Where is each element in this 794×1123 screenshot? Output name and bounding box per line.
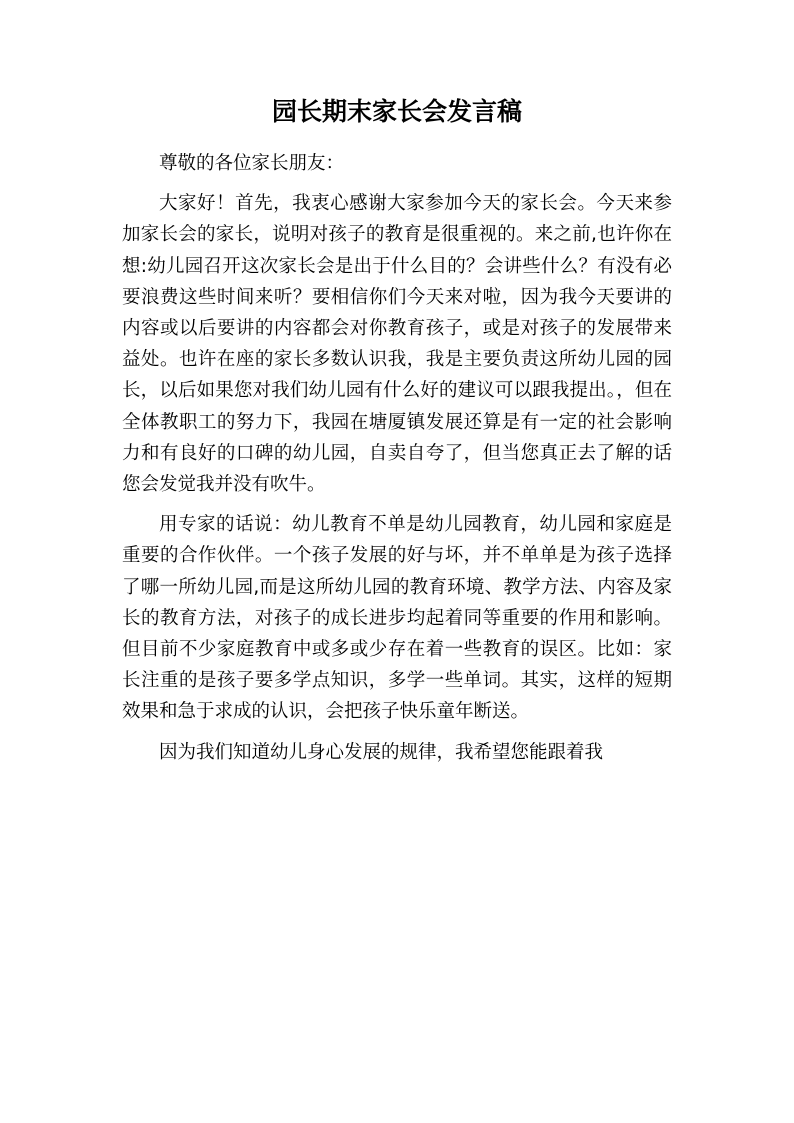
paragraph-3: 因为我们知道幼儿身心发展的规律，我希望您能跟着我	[159, 741, 604, 763]
paragraph-1: 大家好！首先，我衷心感谢大家参加今天的家长会。今天来参加家长会的家长，说明对孩子的教育是很重视的。来之前,也许你在想:幼儿园召开这次家长会是出于什么目的？会讲些什么？有没有必要浪费这些时间来听？要相信你们今天来对啦，因为我今天要讲的内容或以后要讲的内容都会对你教育孩子，或是对孩子的发展带来益处。也许在座的家长多数认识我，我是主要负责这所幼儿园的园长，以后如果您对我们幼儿园有什么好的建议可以跟我提出。，但在全体教职工的努力下，我园在塘厦镇发展还算是有一定的社会影响力和有良好的口碑的幼儿园，自卖自夸了，但当您真正去了解的话您会发觉我并没有吹牛。	[122, 193, 672, 496]
paragraph-2: 用专家的话说：幼儿教育不单是幼儿园教育，幼儿园和家庭是重要的合作伙伴。一个孩子发展的好与坏，并不单单是为孩子选择了哪一所幼儿园,而是这所幼儿园的教育环境、教学方法、内容及家长的教育方法，对孩子的成长进步均起着同等重要的作用和影响。但目前不少家庭教育中或多或少存在着一些教育的误区。比如：家长注重的是孩子要多学点知识，多学一些单词。其实，这样的短期效果和急于求成的认识，会把孩子快乐童年断送。	[122, 514, 672, 723]
document-title: 园长期末家长会发言稿	[271, 97, 522, 126]
salutation: 尊敬的各位家长朋友：	[159, 153, 345, 174]
document-body	[122, 148, 672, 777]
